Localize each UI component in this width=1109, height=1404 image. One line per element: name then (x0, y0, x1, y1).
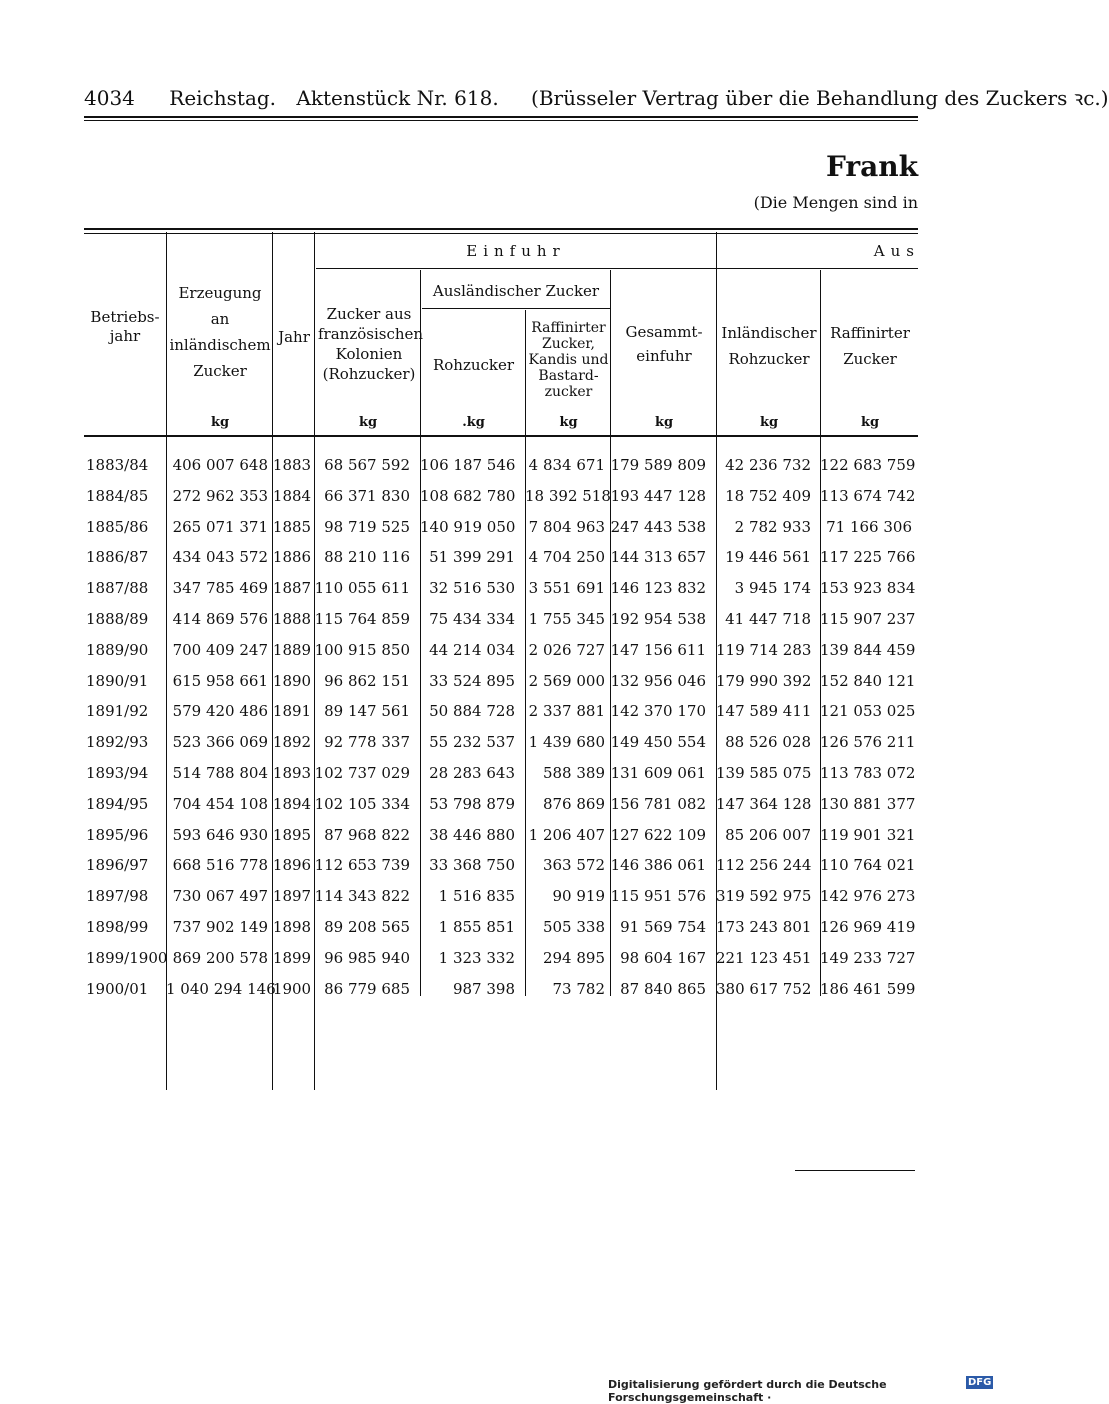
cell-erzeugung: 272 962 353 (172, 486, 268, 505)
cell-jahr: 1889 (272, 640, 312, 659)
cell-gesammteinfuhr: 132 956 046 (610, 671, 706, 690)
cell-rohzucker: 55 232 537 (429, 733, 515, 752)
cell-betriebsjahr: 1885/86 (86, 517, 149, 536)
cell-kolonien: 100 915 850 (314, 640, 410, 659)
cell-erzeugung: 414 869 576 (172, 610, 268, 628)
page-number: 4034 (84, 86, 135, 110)
cell-rohzucker: 1 516 835 (438, 887, 515, 906)
cell-gesammteinfuhr: 192 954 538 (610, 610, 706, 628)
cell-betriebsjahr: 1892/93 (86, 733, 149, 752)
cell-inl-rohzucker: 112 256 244 (716, 856, 812, 875)
cell-raff-zucker: 119 901 321 (820, 825, 916, 844)
cell-erzeugung: 668 516 778 (172, 856, 268, 875)
cell-kolonien: 86 779 685 (324, 979, 410, 998)
cell-kolonien: 87 968 822 (324, 825, 410, 844)
cell-raff-zucker: 130 881 377 (820, 794, 916, 813)
cell-gesammteinfuhr: 149 450 554 (610, 733, 706, 752)
cell-betriebsjahr: 1899/1900 (86, 948, 168, 967)
cell-inl-rohzucker: 380 617 752 (716, 979, 812, 998)
cell-raffiniert: 294 895 (542, 948, 605, 967)
cell-rohzucker: 33 368 750 (429, 856, 515, 875)
running-title: Reichstag. (169, 86, 277, 110)
cell-erzeugung: 593 646 930 (172, 825, 268, 844)
cell-rohzucker: 44 214 034 (429, 640, 515, 659)
cell-erzeugung: 730 067 497 (172, 887, 268, 906)
cell-jahr: 1896 (272, 856, 312, 875)
cell-gesammteinfuhr: 144 313 657 (610, 548, 706, 567)
unit-note: (Die Mengen sind in (753, 193, 918, 212)
cell-raffiniert: 3 551 691 (528, 579, 605, 598)
header-betriebsjahr: Betriebs-jahr (90, 308, 160, 345)
cell-gesammteinfuhr: 146 386 061 (610, 856, 706, 875)
unit-kg: kg (358, 415, 378, 430)
cell-raffiniert: 2 026 727 (528, 640, 605, 659)
cell-jahr: 1885 (272, 517, 312, 536)
cell-jahr: 1883 (272, 456, 312, 474)
cell-betriebsjahr: 1890/91 (86, 671, 149, 690)
document-subject: (Brüsseler Vertrag über die Behandlung des Zuckers ꝛc.) (531, 86, 1109, 110)
unit-kg: kg (654, 415, 674, 430)
header-raffiniert-kandis: Raffinirter Zucker, Kandis und Bastard-zucker (528, 320, 609, 400)
cell-rohzucker: 50 884 728 (429, 702, 515, 721)
cell-raff-zucker: 117 225 766 (820, 548, 916, 567)
header-raff-zucker: Raffinirter Zucker (830, 324, 910, 368)
unit-kg: kg (860, 415, 880, 430)
cell-raffiniert: 2 569 000 (528, 671, 605, 690)
cell-rohzucker: 108 682 780 (420, 486, 516, 505)
cell-jahr: 1886 (272, 548, 312, 567)
cell-betriebsjahr: 1889/90 (86, 640, 149, 659)
cell-kolonien: 88 210 116 (324, 548, 410, 567)
cell-kolonien: 115 764 859 (314, 610, 410, 628)
cell-jahr: 1895 (272, 825, 312, 844)
cell-raff-zucker: 71 166 306 (826, 517, 912, 536)
cell-raffiniert: 7 804 963 (528, 517, 605, 536)
cell-gesammteinfuhr: 115 951 576 (610, 887, 706, 906)
cell-gesammteinfuhr: 247 443 538 (610, 517, 706, 536)
cell-raffiniert: 588 389 (542, 764, 605, 782)
header-gesammteinfuhr: Gesammt-einfuhr (625, 323, 703, 365)
cell-kolonien: 92 778 337 (324, 733, 410, 752)
unit-kg: .kg (462, 415, 485, 430)
cell-gesammteinfuhr: 131 609 061 (610, 764, 706, 782)
cell-rohzucker: 51 399 291 (429, 548, 515, 567)
cell-erzeugung: 523 366 069 (172, 733, 268, 752)
footnote-rule (795, 1170, 915, 1171)
cell-jahr: 1892 (272, 733, 312, 752)
cell-inl-rohzucker: 2 782 933 (734, 517, 811, 536)
cell-gesammteinfuhr: 156 781 082 (610, 794, 706, 813)
header-jahr: Jahr (278, 328, 310, 346)
cell-rohzucker: 33 524 895 (429, 671, 515, 690)
cell-betriebsjahr: 1888/89 (86, 610, 149, 628)
cell-inl-rohzucker: 41 447 718 (725, 610, 811, 628)
cell-raff-zucker: 149 233 727 (820, 948, 916, 967)
cell-betriebsjahr: 1893/94 (86, 764, 149, 782)
cell-gesammteinfuhr: 87 840 865 (620, 979, 706, 998)
cell-erzeugung: 514 788 804 (172, 764, 268, 782)
cell-betriebsjahr: 1887/88 (86, 579, 149, 598)
cell-kolonien: 112 653 739 (314, 856, 410, 875)
header-inl-rohzucker: Inländischer Rohzucker (721, 324, 817, 368)
document-number: Aktenstück Nr. 618. (296, 86, 499, 110)
cell-inl-rohzucker: 147 589 411 (716, 702, 812, 721)
cell-raff-zucker: 126 969 419 (820, 918, 916, 936)
cell-inl-rohzucker: 3 945 174 (734, 579, 811, 598)
table-top-rule-thin (84, 233, 918, 234)
cell-rohzucker: 1 855 851 (438, 918, 515, 936)
cell-jahr: 1891 (272, 702, 312, 721)
cell-jahr: 1888 (272, 610, 312, 628)
cell-raffiniert: 2 337 881 (528, 702, 605, 721)
cell-erzeugung: 406 007 648 (172, 456, 268, 474)
header-ausfuhr: Aus (873, 242, 920, 260)
cell-gesammteinfuhr: 98 604 167 (620, 948, 706, 967)
cell-betriebsjahr: 1884/85 (86, 486, 149, 505)
cell-inl-rohzucker: 18 752 409 (725, 486, 811, 505)
running-header (84, 86, 1109, 110)
header-kolonien: Zucker aus französischen Kolonien (Rohzucker) (318, 305, 424, 383)
cell-betriebsjahr: 1886/87 (86, 548, 149, 567)
cell-betriebsjahr: 1883/84 (86, 456, 149, 474)
cell-erzeugung: 434 043 572 (172, 548, 268, 567)
cell-raff-zucker: 186 461 599 (820, 979, 916, 998)
cell-gesammteinfuhr: 179 589 809 (610, 456, 706, 474)
cell-erzeugung: 700 409 247 (172, 640, 268, 659)
cell-kolonien: 96 985 940 (324, 948, 410, 967)
cell-gesammteinfuhr: 91 569 754 (620, 918, 706, 936)
cell-inl-rohzucker: 179 990 392 (716, 671, 812, 690)
unit-kg: kg (210, 415, 230, 430)
cell-raffiniert: 18 392 518 (525, 486, 611, 505)
cell-kolonien: 102 737 029 (314, 764, 410, 782)
cell-gesammteinfuhr: 193 447 128 (610, 486, 706, 505)
cell-betriebsjahr: 1896/97 (86, 856, 149, 875)
cell-raffiniert: 363 572 (542, 856, 605, 875)
cell-raff-zucker: 122 683 759 (820, 456, 916, 474)
table-header-rule (84, 435, 918, 437)
cell-raff-zucker: 113 674 742 (820, 486, 916, 505)
cell-raffiniert: 1 439 680 (528, 733, 605, 752)
section-title: Frank (825, 150, 918, 183)
cell-betriebsjahr: 1898/99 (86, 918, 149, 936)
cell-gesammteinfuhr: 147 156 611 (610, 640, 706, 659)
cell-jahr: 1887 (272, 579, 312, 598)
group-rule (316, 268, 918, 269)
cell-erzeugung: 737 902 149 (172, 918, 268, 936)
cell-inl-rohzucker: 85 206 007 (725, 825, 811, 844)
cell-raff-zucker: 153 923 834 (820, 579, 916, 598)
cell-erzeugung: 1 040 294 146 (166, 979, 276, 998)
cell-kolonien: 114 343 822 (314, 887, 410, 906)
digitization-credit: Digitalisierung gefördert durch die Deutsche Forschungsgemeinschaft · (608, 1378, 887, 1404)
cell-kolonien: 89 147 561 (324, 702, 410, 721)
cell-raffiniert: 876 869 (542, 794, 605, 813)
cell-kolonien: 102 105 334 (314, 794, 410, 813)
dfg-logo: DFG (968, 1377, 992, 1388)
cell-jahr: 1884 (272, 486, 312, 505)
header-erzeugung: Erzeugung an inländischem Zucker (169, 284, 271, 380)
unit-kg: kg (759, 415, 779, 430)
cell-raff-zucker: 121 053 025 (820, 702, 916, 721)
cell-raff-zucker: 110 764 021 (820, 856, 916, 875)
cell-gesammteinfuhr: 142 370 170 (610, 702, 706, 721)
cell-jahr: 1899 (272, 948, 312, 967)
cell-raffiniert: 4 704 250 (528, 548, 605, 567)
cell-inl-rohzucker: 147 364 128 (716, 794, 812, 813)
cell-raff-zucker: 126 576 211 (820, 733, 916, 752)
cell-rohzucker: 140 919 050 (420, 517, 516, 536)
cell-inl-rohzucker: 119 714 283 (716, 640, 812, 659)
cell-kolonien: 110 055 611 (314, 579, 410, 598)
cell-betriebsjahr: 1891/92 (86, 702, 149, 721)
cell-inl-rohzucker: 88 526 028 (725, 733, 811, 752)
cell-jahr: 1894 (272, 794, 312, 813)
cell-raffiniert: 505 338 (542, 918, 605, 936)
cell-gesammteinfuhr: 146 123 832 (610, 579, 706, 598)
cell-rohzucker: 38 446 880 (429, 825, 515, 844)
cell-kolonien: 66 371 830 (324, 486, 410, 505)
cell-erzeugung: 265 071 371 (172, 517, 268, 536)
cell-gesammteinfuhr: 127 622 109 (610, 825, 706, 844)
unit-kg: kg (559, 415, 578, 430)
cell-rohzucker: 28 283 643 (429, 764, 515, 782)
cell-erzeugung: 615 958 661 (172, 671, 268, 690)
cell-raffiniert: 1 755 345 (528, 610, 605, 628)
cell-rohzucker: 32 516 530 (429, 579, 515, 598)
cell-rohzucker: 1 323 332 (438, 948, 515, 967)
cell-raffiniert: 90 919 (552, 887, 605, 906)
cell-inl-rohzucker: 319 592 975 (716, 887, 812, 906)
cell-betriebsjahr: 1900/01 (86, 979, 149, 998)
cell-raff-zucker: 152 840 121 (820, 671, 916, 690)
cell-inl-rohzucker: 139 585 075 (716, 764, 812, 782)
cell-jahr: 1890 (272, 671, 312, 690)
cell-kolonien: 98 719 525 (324, 517, 410, 536)
cell-raffiniert: 4 834 671 (528, 456, 605, 474)
cell-betriebsjahr: 1895/96 (86, 825, 149, 844)
cell-kolonien: 68 567 592 (324, 456, 410, 474)
cell-rohzucker: 987 398 (452, 979, 515, 998)
header-auslaendisch: Ausländischer Zucker (432, 282, 600, 300)
cell-raff-zucker: 113 783 072 (820, 764, 916, 782)
cell-rohzucker: 106 187 546 (420, 456, 516, 474)
cell-jahr: 1900 (272, 979, 312, 998)
cell-raff-zucker: 139 844 459 (820, 640, 916, 659)
subgroup-rule (422, 308, 610, 309)
header-rule-thin (84, 120, 918, 121)
cell-erzeugung: 579 420 486 (172, 702, 268, 721)
cell-jahr: 1898 (272, 918, 312, 936)
cell-erzeugung: 704 454 108 (172, 794, 268, 813)
cell-raff-zucker: 142 976 273 (820, 887, 916, 906)
cell-raffiniert: 73 782 (552, 979, 605, 998)
cell-inl-rohzucker: 173 243 801 (716, 918, 812, 936)
table-top-rule (84, 228, 918, 230)
cell-betriebsjahr: 1897/98 (86, 887, 149, 906)
cell-inl-rohzucker: 19 446 561 (725, 548, 811, 567)
cell-inl-rohzucker: 42 236 732 (725, 456, 811, 474)
cell-erzeugung: 869 200 578 (172, 948, 268, 967)
cell-erzeugung: 347 785 469 (172, 579, 268, 598)
cell-betriebsjahr: 1894/95 (86, 794, 149, 813)
cell-raffiniert: 1 206 407 (528, 825, 605, 844)
header-einfuhr: Einfuhr (466, 242, 566, 260)
cell-jahr: 1897 (272, 887, 312, 906)
cell-kolonien: 96 862 151 (324, 671, 410, 690)
cell-jahr: 1893 (272, 764, 312, 782)
cell-rohzucker: 53 798 879 (429, 794, 515, 813)
header-rohzucker: Rohzucker (432, 356, 515, 374)
header-rule (84, 116, 918, 118)
cell-kolonien: 89 208 565 (324, 918, 410, 936)
cell-inl-rohzucker: 221 123 451 (716, 948, 812, 967)
cell-raff-zucker: 115 907 237 (820, 610, 916, 628)
cell-rohzucker: 75 434 334 (429, 610, 515, 628)
